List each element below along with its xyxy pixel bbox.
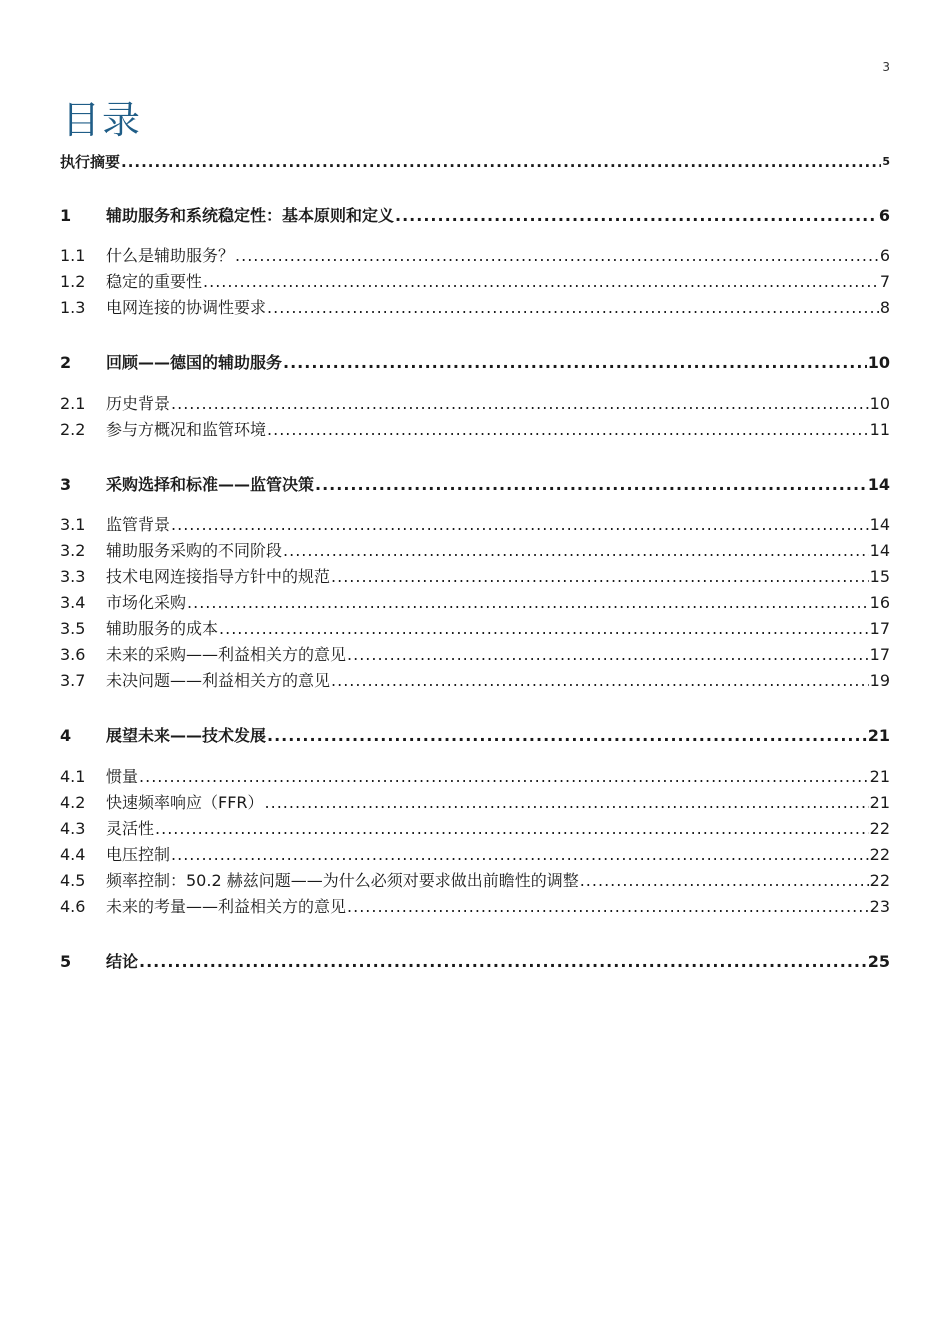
toc-section-4-1[interactable] <box>60 763 890 787</box>
toc-section-1-1[interactable] <box>60 242 890 266</box>
toc-section-number: 4.4 <box>60 845 86 864</box>
toc-section-title: 频率控制：50.2 赫兹问题——为什么必须对要求做出前瞻性的调整 <box>106 871 579 890</box>
toc-leader-dots <box>315 475 867 495</box>
toc-chapter-title: 辅助服务和系统稳定性：基本原则和定义 <box>106 206 395 225</box>
page-number: 3 <box>882 60 890 74</box>
toc-leader-dots <box>283 353 867 373</box>
toc-section-page: 17 <box>869 619 890 638</box>
toc-section-number: 4.6 <box>60 897 86 916</box>
toc-section-1-3[interactable] <box>60 294 890 318</box>
toc-section-2-2[interactable] <box>60 416 890 440</box>
toc-leader-dots <box>121 152 881 172</box>
toc-section-3-7[interactable] <box>60 667 890 691</box>
toc-section-page: 10 <box>869 394 890 413</box>
toc-section-title: 辅助服务的成本 <box>106 619 219 638</box>
toc-section-page: 22 <box>869 819 890 838</box>
toc-section-page: 14 <box>869 515 890 534</box>
toc-section-title: 未来的采购——利益相关方的意见 <box>106 645 347 664</box>
toc-chapter-page: 25 <box>867 952 890 971</box>
toc-section-page: 14 <box>869 541 890 560</box>
toc-section-4-4[interactable] <box>60 841 890 865</box>
toc-section-title: 技术电网连接指导方针中的规范 <box>106 567 331 586</box>
toc-section-4-3[interactable] <box>60 815 890 839</box>
toc-section-number: 3.2 <box>60 541 86 560</box>
toc-section-title: 历史背景 <box>106 394 171 413</box>
toc-section-number: 2.2 <box>60 420 86 439</box>
toc-leader-dots <box>347 897 869 917</box>
toc-section-number: 3.6 <box>60 645 86 664</box>
toc-section-page: 22 <box>869 871 890 890</box>
toc-section-number: 3.7 <box>60 671 86 690</box>
toc-section-page: 15 <box>869 567 890 586</box>
toc-leader-dots <box>283 541 869 561</box>
toc-entry-summary[interactable] <box>60 148 890 172</box>
toc-section-page: 16 <box>869 593 890 612</box>
toc-chapter-2[interactable] <box>60 349 890 373</box>
toc-section-3-4[interactable] <box>60 589 890 613</box>
toc-leader-dots <box>203 272 879 292</box>
toc-section-2-1[interactable] <box>60 390 890 414</box>
toc-section-number: 2.1 <box>60 394 86 413</box>
toc-chapter-4[interactable] <box>60 722 890 746</box>
toc-leader-dots <box>265 793 869 813</box>
toc-section-title: 未决问题——利益相关方的意见 <box>106 671 331 690</box>
toc-section-title: 市场化采购 <box>106 593 187 612</box>
toc-leader-dots <box>187 593 869 613</box>
toc-chapter-title: 展望未来——技术发展 <box>106 726 267 745</box>
toc-chapter-3[interactable] <box>60 471 890 495</box>
toc-leader-dots <box>171 515 869 535</box>
toc-entry-page: 5 <box>882 155 890 168</box>
toc-chapter-page: 6 <box>878 206 890 225</box>
toc-section-title: 稳定的重要性 <box>106 272 203 291</box>
toc-section-page: 22 <box>869 845 890 864</box>
toc-section-3-2[interactable] <box>60 537 890 561</box>
toc-section-page: 11 <box>869 420 890 439</box>
toc-chapter-1[interactable] <box>60 202 890 226</box>
toc-leader-dots <box>580 871 869 891</box>
toc-leader-dots <box>219 619 869 639</box>
toc-section-number: 4.2 <box>60 793 86 812</box>
toc-leader-dots <box>331 567 869 587</box>
toc-section-number: 1.2 <box>60 272 86 291</box>
toc-chapter-number: 3 <box>60 475 72 494</box>
toc-section-4-6[interactable] <box>60 893 890 917</box>
toc-section-number: 4.5 <box>60 871 86 890</box>
toc-section-page: 23 <box>869 897 890 916</box>
toc-section-title: 电压控制 <box>106 845 171 864</box>
toc-entry-title: 执行摘要 <box>60 153 121 171</box>
toc-section-title: 快速频率响应（FFR） <box>106 793 264 812</box>
toc-section-title: 电网连接的协调性要求 <box>106 298 267 317</box>
toc-section-page: 19 <box>869 671 890 690</box>
toc-leader-dots <box>139 767 869 787</box>
toc-section-page: 8 <box>879 298 890 317</box>
toc-section-title: 未来的考量——利益相关方的意见 <box>106 897 347 916</box>
toc-section-number: 3.1 <box>60 515 86 534</box>
toc-leader-dots <box>235 246 879 266</box>
toc-section-number: 4.3 <box>60 819 86 838</box>
toc-chapter-number: 5 <box>60 952 72 971</box>
toc-section-page: 6 <box>879 246 890 265</box>
toc-chapter-page: 21 <box>867 726 890 745</box>
toc-section-number: 3.5 <box>60 619 86 638</box>
toc-leader-dots <box>395 206 878 226</box>
toc-leader-dots <box>171 394 869 414</box>
toc-leader-dots <box>267 420 869 440</box>
toc-chapter-number: 1 <box>60 206 72 225</box>
toc-chapter-title: 采购选择和标准——监管决策 <box>106 475 315 494</box>
page-title: 目录 <box>62 98 143 142</box>
toc-leader-dots <box>155 819 869 839</box>
toc-chapter-number: 2 <box>60 353 72 372</box>
toc-chapter-page: 14 <box>867 475 890 494</box>
toc-leader-dots <box>267 726 867 746</box>
toc-section-3-3[interactable] <box>60 563 890 587</box>
toc-section-title: 参与方概况和监管环境 <box>106 420 267 439</box>
toc-chapter-page: 10 <box>867 353 890 372</box>
toc-section-title: 灵活性 <box>106 819 155 838</box>
toc-section-number: 1.3 <box>60 298 86 317</box>
toc-chapter-number: 4 <box>60 726 72 745</box>
toc-section-title: 辅助服务采购的不同阶段 <box>106 541 283 560</box>
toc-leader-dots <box>171 845 869 865</box>
toc-section-page: 21 <box>869 767 890 786</box>
toc-chapter-title: 回顾——德国的辅助服务 <box>106 353 283 372</box>
toc-section-number: 3.3 <box>60 567 86 586</box>
toc-section-number: 1.1 <box>60 246 86 265</box>
toc-section-title: 监管背景 <box>106 515 171 534</box>
toc-section-3-1[interactable] <box>60 511 890 535</box>
toc-section-title: 什么是辅助服务？ <box>106 246 235 265</box>
toc-leader-dots <box>267 298 879 318</box>
toc-section-3-5[interactable] <box>60 615 890 639</box>
toc-chapter-5[interactable] <box>60 948 890 972</box>
toc-section-number: 3.4 <box>60 593 86 612</box>
toc-leader-dots <box>139 952 867 972</box>
toc-section-4-5[interactable] <box>60 867 890 891</box>
toc-section-1-2[interactable] <box>60 268 890 292</box>
toc-section-number: 4.1 <box>60 767 86 786</box>
toc-section-3-6[interactable] <box>60 641 890 665</box>
toc-section-page: 21 <box>869 793 890 812</box>
toc-section-4-2[interactable] <box>60 789 890 813</box>
toc-section-page: 7 <box>879 272 890 291</box>
toc-chapter-title: 结论 <box>106 952 139 971</box>
toc-section-page: 17 <box>869 645 890 664</box>
toc-leader-dots <box>347 645 869 665</box>
toc-section-title: 惯量 <box>106 767 139 786</box>
toc-leader-dots <box>331 671 869 691</box>
